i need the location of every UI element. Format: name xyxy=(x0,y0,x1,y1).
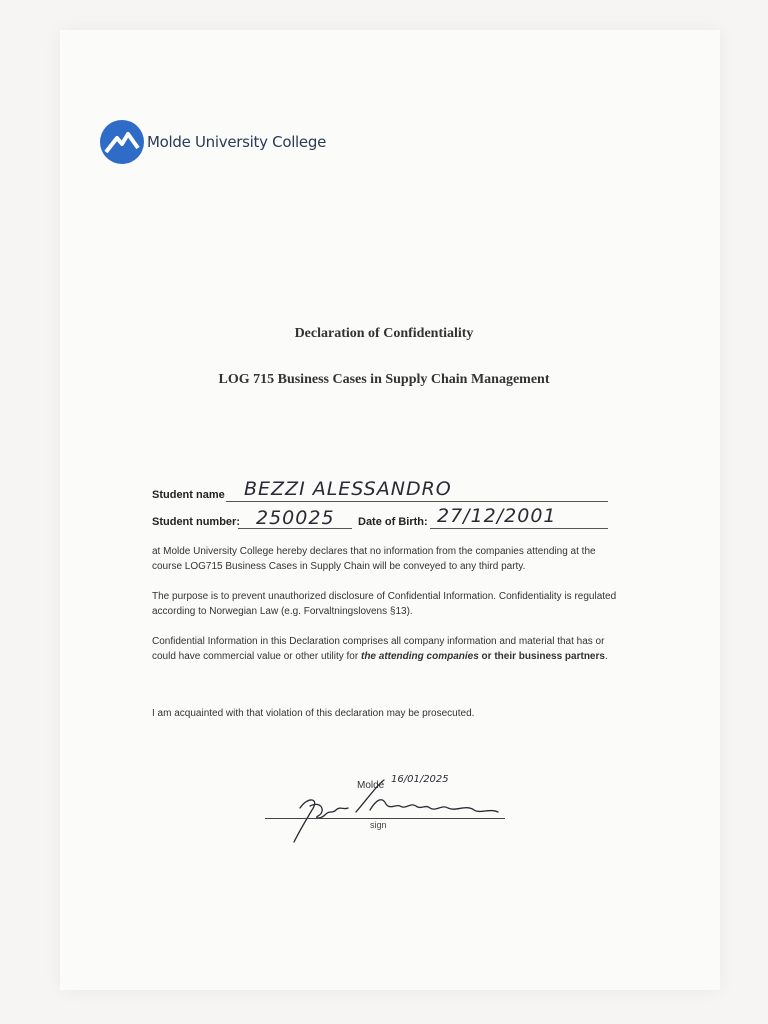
paragraph-end: . xyxy=(604,651,608,662)
purpose-paragraph: The purpose is to prevent unauthorized disclosure of Confidential Information. Confidentiality is regulated according to Norwegian Law (e.g. Forvaltningslovens §13). xyxy=(152,591,617,617)
document-title: Declaration of Confidentiality xyxy=(294,326,474,341)
bold-text-end: business partners xyxy=(518,651,605,662)
dob-line xyxy=(430,528,608,529)
prosecution-paragraph: I am acquainted with that violation of this declaration may be prosecuted. xyxy=(152,708,475,719)
dob-value: 27/12/2001 xyxy=(437,505,557,527)
declaration-paragraph: at Molde University College hereby declares that no information from the companies attending at the course LOG715 Business Cases in Supply Chain will be conveyed to any third party. xyxy=(152,546,596,572)
university-logo xyxy=(100,120,326,164)
signature-line xyxy=(265,818,505,819)
confidential-info-paragraph xyxy=(152,634,622,664)
signing-date: 16/01/2025 xyxy=(391,774,449,785)
place-label: Molde xyxy=(357,780,385,791)
student-name-value: BEZZI ALESSANDRO xyxy=(244,478,452,500)
bold-text: or their xyxy=(478,651,519,662)
student-number-value: 250025 xyxy=(256,507,335,529)
paragraph-text: Confidential Information in this Declaration comprises all company information and material that has or could have commercial value or other utility for xyxy=(152,636,605,662)
student-number-label: Student number: xyxy=(152,516,240,528)
dob-label: Date of Birth: xyxy=(358,516,428,528)
logo-name: Molde University College xyxy=(147,133,327,151)
course-title: LOG 715 Business Cases in Supply Chain Management xyxy=(218,372,550,387)
sign-label: sign xyxy=(370,820,387,830)
signature-area xyxy=(260,770,510,850)
handwritten-signature xyxy=(260,770,510,850)
student-name-label: Student name xyxy=(152,489,225,501)
emphasis-text: the attending companies xyxy=(360,651,479,662)
student-name-line xyxy=(226,501,608,502)
mountain-logo-icon xyxy=(100,120,144,164)
